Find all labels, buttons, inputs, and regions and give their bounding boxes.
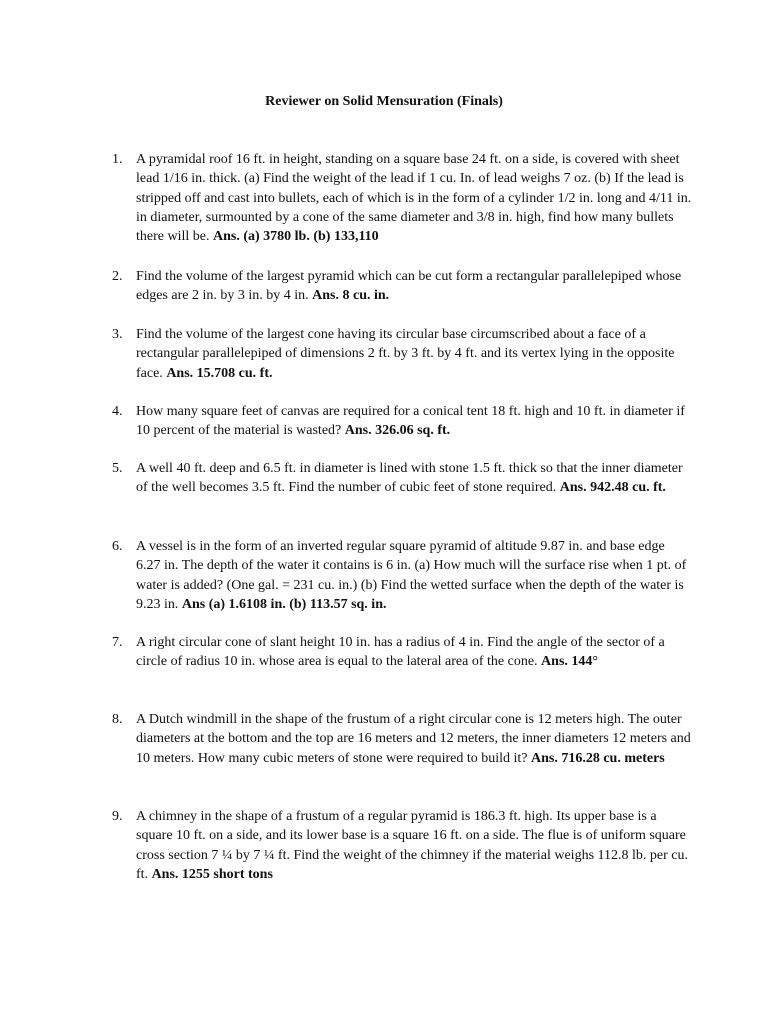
problem-answer: Ans. 1255 short tons	[151, 866, 273, 882]
problem-number: 1.	[112, 152, 123, 167]
problem-number: 3.	[112, 327, 123, 342]
problem-answer: Ans. 8 cu. in.	[312, 288, 390, 304]
problem-answer: Ans. 326.06 sq. ft.	[344, 423, 451, 439]
problem-item	[112, 325, 692, 383]
problem-text: How many square feet of canvas are required for a conical tent 18 ft. high and 10 ft. in diameter if 10 percent of the material is wasted? Ans. 326.06 sq. ft.	[136, 404, 685, 439]
problem-answer: Ans. 144°	[541, 654, 598, 670]
problem-item	[112, 710, 692, 768]
problem-answer: Ans. 15.708 cu. ft.	[166, 365, 273, 381]
problem-item	[112, 807, 692, 884]
problem-text: A pyramidal roof 16 ft. in height, standing on a square base 24 ft. on a side, is covered with sheet lead 1/16 in. thick. (a) Find the weight of the lead if 1 cu. In. of lead weighs 7 oz. (b) If the lead is stripped off and cast into bullets, each of which is in the form of a cylinder 1/2 in. long and 4/11 in. in diameter, surmounted by a cone of the same diameter and 3/8 in. high, find how many bullets there will be. Ans. (a) 3780 lb. (b) 133,110	[136, 152, 692, 245]
problem-item	[112, 633, 692, 672]
problem-number: 6.	[112, 539, 123, 554]
problem-number: 8.	[112, 712, 123, 727]
problem-item	[112, 402, 692, 441]
problem-number: 2.	[112, 269, 123, 284]
problem-answer: Ans. 716.28 cu. meters	[531, 750, 665, 766]
problem-text: Find the volume of the largest pyramid which can be cut form a rectangular parallelepiped whose edges are 2 in. by 3 in. by 4 in. Ans. 8 cu. in.	[136, 269, 682, 304]
problem-item	[112, 459, 692, 498]
problem-answer: Ans. 942.48 cu. ft.	[559, 480, 666, 496]
problem-answer: Ans (a) 1.6108 in. (b) 113.57 sq. in.	[181, 596, 387, 612]
problem-item	[112, 150, 692, 246]
problem-text: A right circular cone of slant height 10 in. has a radius of 4 in. Find the angle of the sector of a circle of radius 10 in. whose area is equal to the lateral area of the cone. Ans. 144°	[136, 635, 665, 670]
problem-text: A vessel is in the form of an inverted regular square pyramid of altitude 9.87 in. and base edge 6.27 in. The depth of the water it contains is 6 in. (a) How much will the surface rise when 1 pt. of water is added? (One gal. = 231 cu. in.) (b) Find the wetted surface when the depth of the water is 9.23 in. Ans (a) 1.6108 in. (b) 113.57 sq. in.	[136, 539, 687, 612]
problem-answer: Ans. (a) 3780 lb. (b) 133,110	[212, 229, 379, 245]
problem-item	[112, 537, 692, 614]
problem-number: 9.	[112, 809, 123, 824]
page-title: Reviewer on Solid Mensuration (Finals)	[265, 94, 503, 109]
problem-text: Find the volume of the largest cone having its circular base circumscribed about a face of a rectangular parallelepiped of dimensions 2 ft. by 3 ft. by 4 ft. and its vertex lying in the opposite face. Ans. 15.708 cu. ft.	[136, 327, 675, 381]
problem-number: 5.	[112, 461, 123, 476]
problem-number: 7.	[112, 635, 123, 650]
problem-number: 4.	[112, 404, 123, 419]
problem-text: A well 40 ft. deep and 6.5 ft. in diameter is lined with stone 1.5 ft. thick so that the inner diameter of the well becomes 3.5 ft. Find the number of cubic feet of stone required. Ans. 942.48 cu. ft.	[136, 461, 683, 496]
problem-text: A Dutch windmill in the shape of the frustum of a right circular cone is 12 meters high. The outer diameters at the bottom and the top are 16 meters and 12 meters, the inner diameters 12 meters and 10 meters. How many cubic meters of stone were required to build it? Ans. 716.28 cu. meters	[136, 712, 691, 766]
problem-text: A chimney in the shape of a frustum of a regular pyramid is 186.3 ft. high. Its upper base is a square 10 ft. on a side, and its lower base is a square 16 ft. on a side. The flue is of uniform square cross section 7 ¼ by 7 ¼ ft. Find the weight of the chimney if the material weighs 112.8 lb. per cu. ft. Ans. 1255 short tons	[136, 809, 688, 882]
problem-item	[112, 267, 692, 306]
